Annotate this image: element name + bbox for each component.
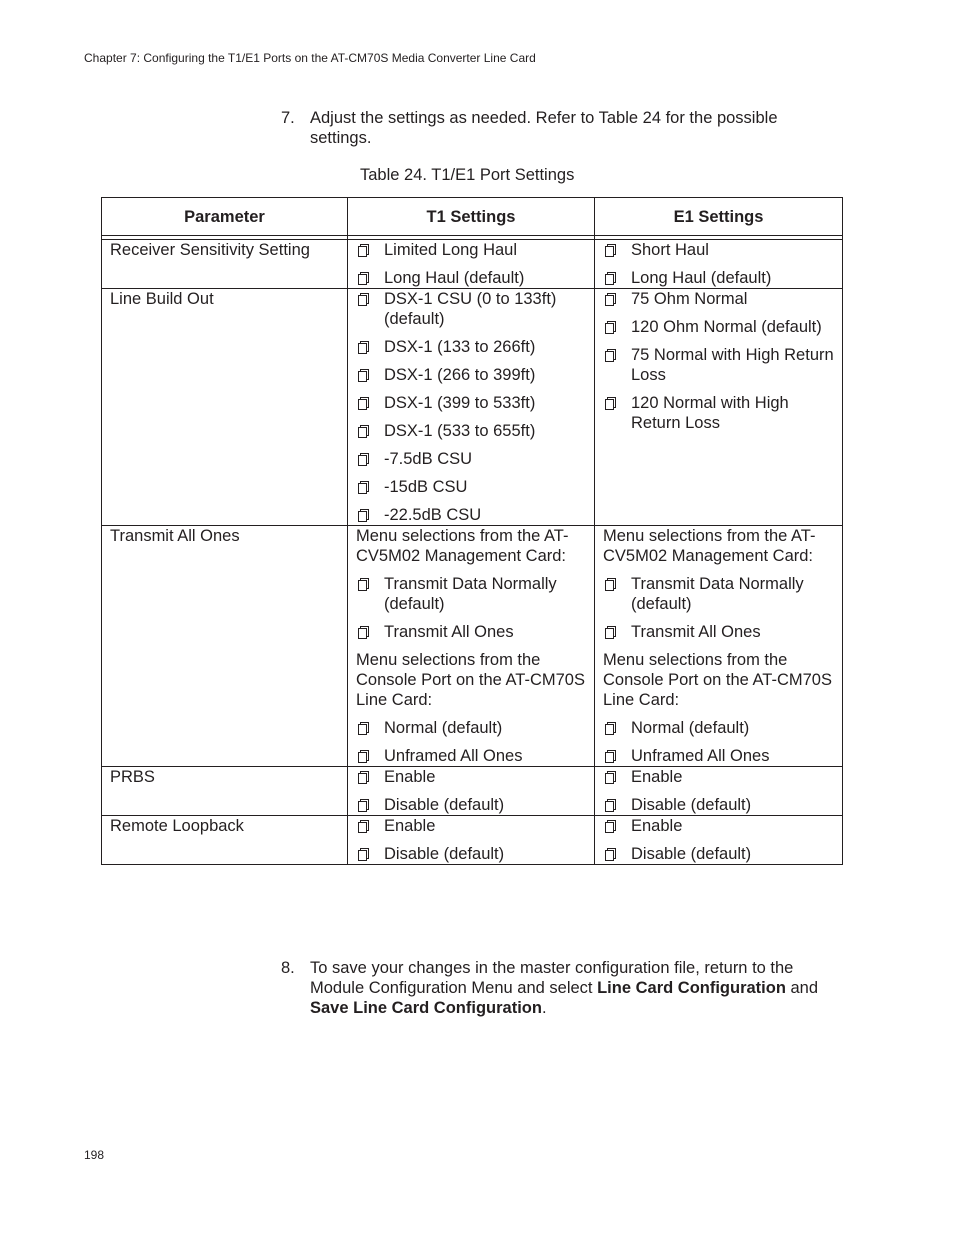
option-label: Unframed All Ones [631,747,770,765]
checkbox-bullet-icon [605,274,614,285]
option-label: Enable [384,817,436,835]
checkbox-bullet-icon [358,773,367,784]
checkbox-bullet-icon [358,455,367,466]
t1-settings-cell [348,526,595,767]
checkbox-bullet-icon [358,274,367,285]
option-item [356,449,586,469]
e1-settings-cell [595,240,843,289]
checkbox-bullet-icon [605,850,614,861]
option-label: 75 Ohm Normal [631,290,748,308]
table-header-row [102,198,843,236]
running-header: Chapter 7: Configuring the T1/E1 Ports on the AT-CM70S Media Converter Line Card [84,51,536,65]
option-item [356,505,586,525]
parameter-cell: PRBS [102,767,348,816]
checkbox-bullet-icon [358,628,367,639]
step-7 [281,108,841,148]
option-item [356,477,586,497]
option-item [603,240,834,260]
option-item [603,767,834,787]
option-item [603,844,834,864]
parameter-cell: Remote Loopback [102,816,348,865]
option-item [603,622,834,642]
option-label: Short Haul [631,241,709,259]
header-parameter: Parameter [102,198,348,236]
option-item [356,718,586,738]
table-caption: Table 24. T1/E1 Port Settings [360,166,575,184]
option-item [356,816,586,836]
option-item [356,337,586,357]
step-text: Adjust the settings as needed. Refer to Table 24 for the possible settings. [310,109,778,147]
step-text-part: and [785,979,819,997]
parameter-cell: Line Build Out [102,289,348,526]
step-number: 7. [281,109,295,127]
checkbox-bullet-icon [605,580,614,591]
step-text-part: . [541,999,547,1017]
checkbox-bullet-icon [358,246,367,257]
option-label: Transmit Data Normally (default) [631,575,804,613]
option-label: 120 Ohm Normal (default) [631,318,822,336]
option-label: 75 Normal with High Return Loss [631,346,834,384]
t1-settings-cell [348,240,595,289]
checkbox-bullet-icon [605,724,614,735]
menu-source-text: Menu selections from the AT-CV5M02 Management Card: [603,527,816,565]
checkbox-bullet-icon [605,246,614,257]
table-row [102,289,843,526]
option-label: Long Haul (default) [384,269,525,287]
parameter-cell: Receiver Sensitivity Setting [102,240,348,289]
checkbox-bullet-icon [605,752,614,763]
t1-settings-cell [348,289,595,526]
checkbox-bullet-icon [358,850,367,861]
option-label: Enable [631,768,683,786]
checkbox-bullet-icon [358,343,367,354]
option-item [603,795,834,815]
option-item [356,393,586,413]
option-label: Enable [384,768,436,786]
t1-settings-cell [348,767,595,816]
checkbox-bullet-icon [358,483,367,494]
option-item [603,574,834,614]
option-item [603,345,834,385]
table-row [102,816,843,865]
step-8 [281,958,841,1018]
option-label: DSX-1 (266 to 399ft) [384,366,536,384]
t1-settings-cell [348,816,595,865]
menu-source-text: Menu selections from the AT-CV5M02 Management Card: [356,527,569,565]
option-label: DSX-1 CSU (0 to 133ft) (default) [384,290,557,328]
option-item [356,767,586,787]
table-row [102,526,843,767]
checkbox-bullet-icon [605,295,614,306]
option-label: DSX-1 (133 to 266ft) [384,338,536,356]
step-text-part: To save your changes in the master configuration file, return to the Module Configuration Menu and select [310,959,794,997]
option-label: Disable (default) [631,796,752,814]
e1-settings-cell [595,526,843,767]
checkbox-bullet-icon [358,822,367,833]
option-item [603,746,834,766]
option-item [356,268,586,288]
checkbox-bullet-icon [605,323,614,334]
option-item [356,574,586,614]
checkbox-bullet-icon [358,752,367,763]
page-number: 198 [84,1148,105,1162]
option-item [356,365,586,385]
checkbox-bullet-icon [358,295,367,306]
option-item [356,289,586,329]
step-number: 8. [281,959,295,977]
option-item [356,795,586,815]
option-label: Transmit Data Normally (default) [384,575,557,613]
option-item [603,816,834,836]
option-label: DSX-1 (399 to 533ft) [384,394,536,412]
option-item [356,622,586,642]
e1-settings-cell [595,816,843,865]
option-label: -7.5dB CSU [384,450,473,468]
checkbox-bullet-icon [605,399,614,410]
header-e1-settings: E1 Settings [595,198,843,236]
option-label: Normal (default) [384,719,503,737]
option-label: DSX-1 (533 to 655ft) [384,422,536,440]
checkbox-bullet-icon [358,427,367,438]
checkbox-bullet-icon [605,801,614,812]
option-label: Limited Long Haul [384,241,517,259]
table-body [102,240,843,865]
option-label: Disable (default) [384,796,505,814]
table-row [102,240,843,289]
checkbox-bullet-icon [358,511,367,522]
checkbox-bullet-icon [358,801,367,812]
checkbox-bullet-icon [358,399,367,410]
option-label: Unframed All Ones [384,747,523,765]
checkbox-bullet-icon [605,822,614,833]
checkbox-bullet-icon [358,724,367,735]
e1-settings-cell [595,289,843,526]
option-label: Disable (default) [384,845,505,863]
option-label: Disable (default) [631,845,752,863]
menu-option-line-card-configuration: Line Card Configuration [597,979,786,997]
option-label: Transmit All Ones [384,623,514,641]
option-item [603,393,834,433]
option-item [356,746,586,766]
port-settings-table [101,197,843,865]
option-item [356,240,586,260]
option-item [356,844,586,864]
option-label: 120 Normal with High Return Loss [631,394,789,432]
option-item [603,718,834,738]
option-label: Enable [631,817,683,835]
option-item [356,421,586,441]
option-label: -22.5dB CSU [384,506,482,524]
checkbox-bullet-icon [605,628,614,639]
checkbox-bullet-icon [358,371,367,382]
step-text [310,958,841,1018]
option-item [603,289,834,309]
e1-settings-cell [595,767,843,816]
checkbox-bullet-icon [605,773,614,784]
checkbox-bullet-icon [605,351,614,362]
menu-option-save-line-card-configuration: Save Line Card Configuration [310,999,542,1017]
header-t1-settings: T1 Settings [348,198,595,236]
option-label: Long Haul (default) [631,269,772,287]
option-label: Transmit All Ones [631,623,761,641]
menu-source-text: Menu selections from the Console Port on the AT-CM70S Line Card: [356,651,585,709]
option-item [603,268,834,288]
option-item [603,317,834,337]
option-label: Normal (default) [631,719,750,737]
table-row [102,767,843,816]
option-label: -15dB CSU [384,478,468,496]
checkbox-bullet-icon [358,580,367,591]
parameter-cell: Transmit All Ones [102,526,348,767]
menu-source-text: Menu selections from the Console Port on the AT-CM70S Line Card: [603,651,832,709]
